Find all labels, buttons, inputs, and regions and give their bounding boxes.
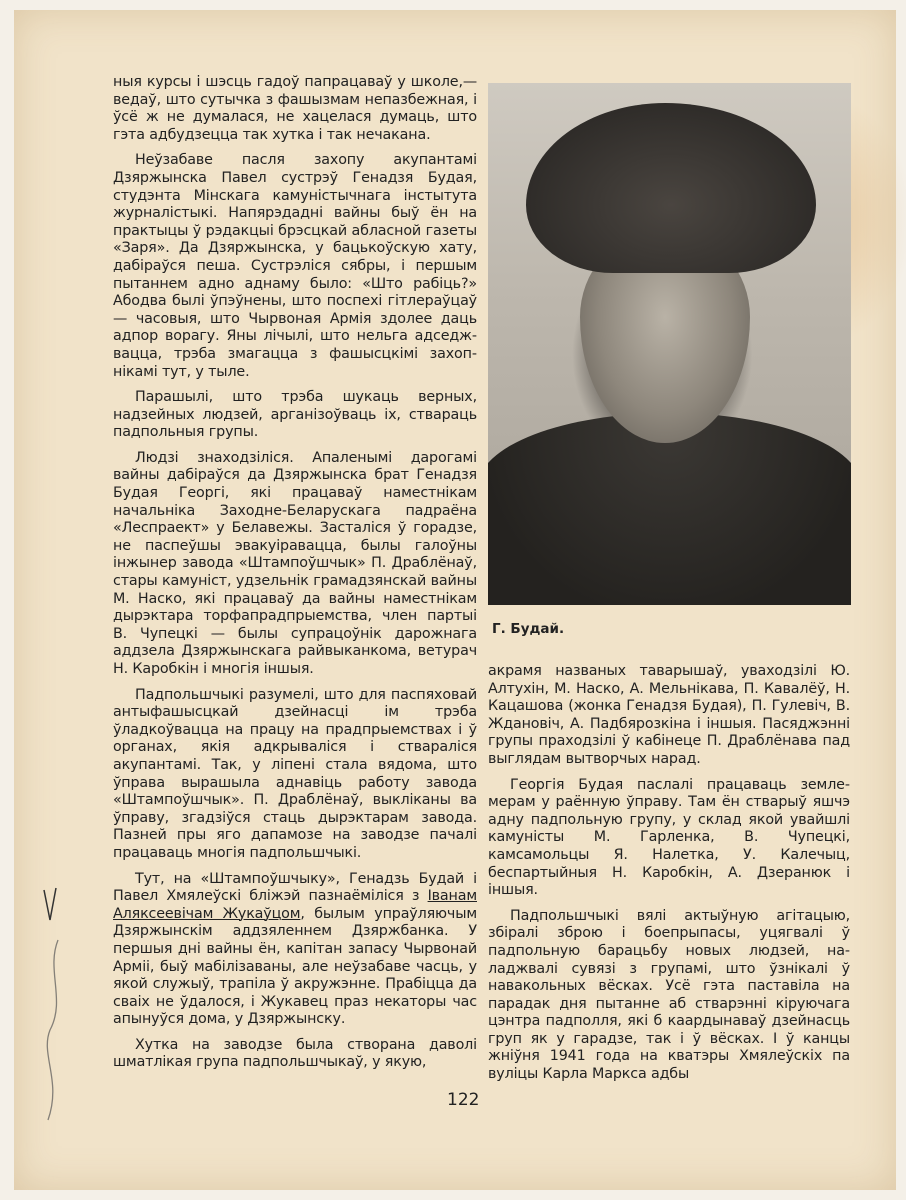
- left-column: [113, 74, 477, 1080]
- book-page: [14, 10, 896, 1190]
- page-number: 122: [447, 1090, 480, 1110]
- paragraph: Падпольшчыкі разумелі, што для паспяховай антыфашысцкай дзейнасці ім трэба ўладкоўвацца на працу на прадпрыемствах і ў органах, якія адкрываліся і ствараліся акупантамі. Так, у ліпені стала вядома, што ўправа вырашыла аднавіць работу завода «Штампоўшчык». П. Драблёнаў, выкліканы ва ўправу, згадзіўся стаць дырэктарам завода. Пазней пры яго дапамозе на заводзе пачалі працаваць многія падпольшчыкі.: [113, 686, 477, 861]
- right-column: [488, 663, 850, 1092]
- paragraph: Парашылі, што трэба шукаць верных, надзейных людзей, арганізоўваць іх, ствараць падпольныя групы.: [113, 389, 477, 441]
- text-run: , былым упраўляючым Дзяржынскім аддзяленнем Дзяржбанка. У першыя дні вайны ён, капітан запасу Чырвонай Арміі, быў мабілізаваны, але неўзабаве часць, у якой служыў, трапіла ў акружэнне. Прабіцца да сваіх не ўдалося, і Жукавец праз некаторы час апынуўся дома, у Дзяржынску.: [113, 905, 478, 1028]
- underlined-name: Іванам Аляксеевічам Жукаўцом: [113, 888, 477, 922]
- handwritten-margin-mark: [36, 880, 76, 1140]
- paragraph: Неўзабаве пасля захопу акупантамі Дзяржынска Павел сустрэў Генадзя Будая, студэнта Мінскага камуністычнага інстытута журналістыкі. Напярэдадні вайны быў ён на практыцы ў рэдакцыі брэсцкай абласной газеты «Заря». Да Дзяржынска, у бацькоўскую хату, дабіраўся пеша. Сустрэліся сябры, і першым пытаннем адно аднаму было: «Што рабіць?» Абодва былі ўпэўнены, што поспехі гітлераўцаў — часовыя, што Чырвоная Армія здолее даць адпор ворагу. Яны лічылі, што нельга адседжвацца, трэба змагацца з фашысцкімі захопнікамі тут, у тыле.: [113, 152, 477, 380]
- paragraph: Падпольшчыкі вялі актыўную агітацыю, збіралі зброю і боепрыпасы, уцягвалі ў падпольную барацьбу новых людзей, наладжвалі сувязі з групамі, што ўзнікалі ў навакольных вёсках. Усё гэта паставіла на парадак дня пытанне аб стварэнні кіруючага цэнтра падполля, які б каардынаваў дзейнасць груп як у гарадзе, так і ў вёсках. І ў канцы жніўня 1941 года на кватэры Хмялеўскіх па вуліцы Карла Маркса адбы: [488, 907, 850, 1083]
- paragraph: Людзі знаходзіліся. Апаленымі дарогамі вайны дабіраўся да Дзяржынска брат Генадзя Будая Георгі, які працаваў наместнікам начальніка Заходне-Беларускага падраёна «Леспраект» у Белавежы. Засталіся ў горадзе, не паспеўшы эвакуіравацца, былы галоўны інжынер завода «Штампоўшчык» П. Драблёнаў, стары камуніст, удзельнік грамадзянскай вайны М. Наско, які працаваў да вайны наместнікам дырэктара торфапрадпрыемства, член партыі В. Чупецкі — былы супрацоўнік дарожнага аддзела Дзяржынскага райвыканкома, ветурач Н. Каробкін і многія іншыя.: [113, 449, 477, 677]
- photo-cap: [526, 103, 816, 273]
- portrait-photo: [488, 83, 851, 605]
- text-run: Тут, на «Штампоўшчыку», Генадзь Будай і Павел Хмялеўскі бліжэй пазнаёміліся з: [113, 870, 477, 905]
- photo-caption: Г. Будай.: [492, 621, 565, 637]
- paragraph: Георгія Будая паслалі працаваць землемерам у раённую ўправу. Там ён стварыў яшчэ адну падпольную групу, у склад якой увайшлі камуністы М. Гарленка, В. Чупецкі, камсамольцы Я. Налетка, У. Калечыц, беспартыйныя Н. Каробкін, А. Дзеранюк і іншыя.: [488, 776, 850, 899]
- paragraph: ныя курсы і шэсць гадоў папрацаваў у школе,— ведаў, што сутычка з фашызмам непазбежная, і ўсё ж не думалася, не хацелася думаць, што гэта адбудзецца так хутка і так нечакана.: [113, 74, 477, 143]
- paragraph: Хутка на заводзе была створана даволі шматлікая група падпольшчыкаў, у якую,: [113, 1036, 477, 1071]
- paragraph: акрамя названых таварышаў, уваходзілі Ю. Алтухін, М. Наско, А. Мельнікава, П. Кавалёў, Н. Кацашова (жонка Генадзя Будая), П. Гулевіч, В. Ждановіч, А. Падбярозкіна і іншыя. Пасяджэнні групы праходзілі ў кабінеце П. Драблёнава пад выглядам вытворчых нарад.: [488, 663, 850, 767]
- paragraph: [113, 871, 477, 1029]
